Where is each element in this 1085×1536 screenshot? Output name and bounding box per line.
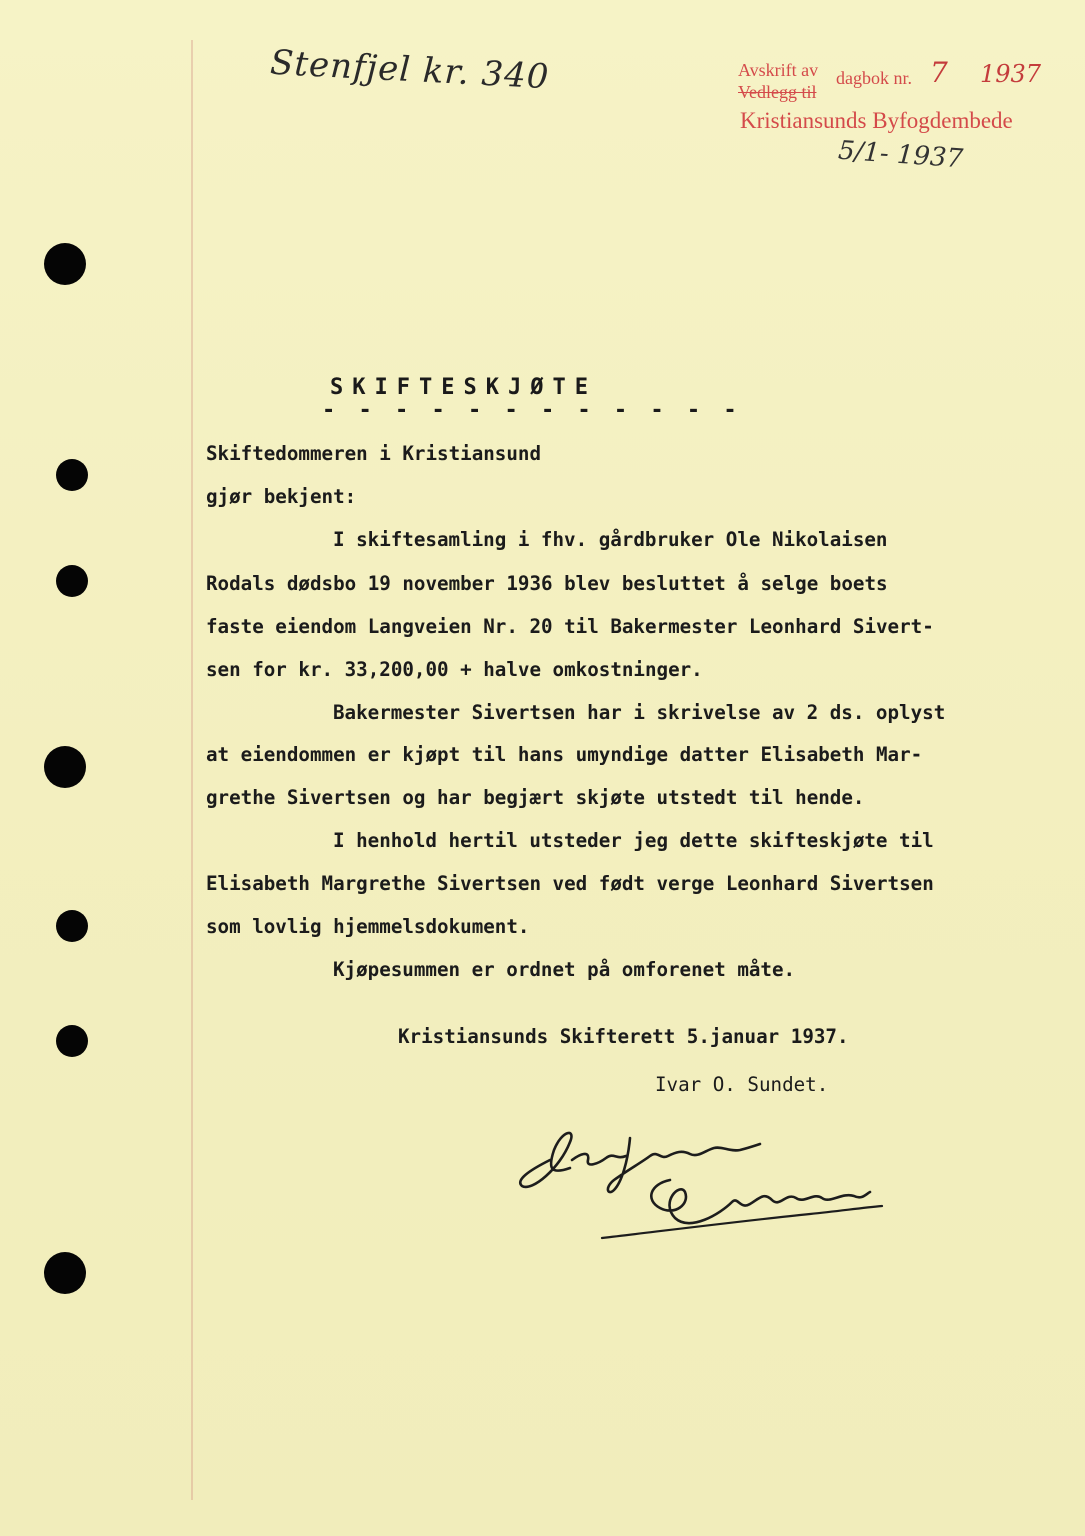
text-line: faste eiendom Langveien Nr. 20 til Bakermester Leonhard Sivert- bbox=[206, 615, 934, 638]
punch-hole bbox=[44, 243, 86, 285]
handwritten-reference: Stenfjel kr. 340 bbox=[269, 42, 551, 98]
punch-hole bbox=[44, 1252, 86, 1294]
punch-hole bbox=[56, 459, 88, 491]
handwritten-signature bbox=[510, 1120, 890, 1260]
dagbok-number: 7 bbox=[930, 56, 948, 89]
judge-name: Ivar O. Sundet. bbox=[655, 1073, 829, 1096]
stamp-year: 1937 bbox=[980, 60, 1042, 88]
text-line: Bakermester Sivertsen har i skrivelse av 2 ds. oplyst bbox=[333, 701, 946, 724]
text-line: I skiftesamling i fhv. gårdbruker Ole Nikolaisen bbox=[333, 528, 888, 551]
margin-line bbox=[191, 40, 193, 1500]
stamp-line-vedlegg: Vedlegg til bbox=[738, 82, 817, 102]
text-line: gjør bekjent: bbox=[206, 485, 357, 508]
text-line: som lovlig hjemmelsdokument. bbox=[206, 915, 530, 938]
title-underline: - - - - - - - - - - - - bbox=[322, 398, 742, 423]
document-title: SKIFTESKJØTE bbox=[330, 375, 597, 400]
text-line: grethe Sivertsen og har begjært skjøte utstedt til hende. bbox=[206, 786, 865, 809]
text-line: Rodals dødsbo 19 november 1936 blev besluttet å selge boets bbox=[206, 572, 888, 595]
handwritten-date: 5/1- 1937 bbox=[837, 135, 964, 175]
punch-hole bbox=[56, 910, 88, 942]
text-line: Kjøpesummen er ordnet på omforenet måte. bbox=[333, 958, 796, 981]
text-line: at eiendommen er kjøpt til hans umyndige datter Elisabeth Mar- bbox=[206, 743, 923, 766]
text-line: Skiftedommeren i Kristiansund bbox=[206, 442, 542, 465]
text-line: Elisabeth Margrethe Sivertsen ved født verge Leonhard Sivertsen bbox=[206, 872, 934, 895]
punch-hole bbox=[56, 565, 88, 597]
stamp-dagbok-label: dagbok nr. bbox=[836, 68, 912, 88]
punch-hole bbox=[44, 746, 86, 788]
punch-hole bbox=[56, 1025, 88, 1057]
stamp-office: Kristiansunds Byfogdembede bbox=[740, 108, 1013, 133]
place-date-line: Kristiansunds Skifterett 5.januar 1937. bbox=[398, 1025, 849, 1048]
text-line: I henhold hertil utsteder jeg dette skifteskjøte til bbox=[333, 829, 934, 852]
stamp-line-avskrift: Avskrift av bbox=[738, 60, 819, 80]
text-line: sen for kr. 33,200,00 + halve omkostninger. bbox=[206, 658, 703, 681]
